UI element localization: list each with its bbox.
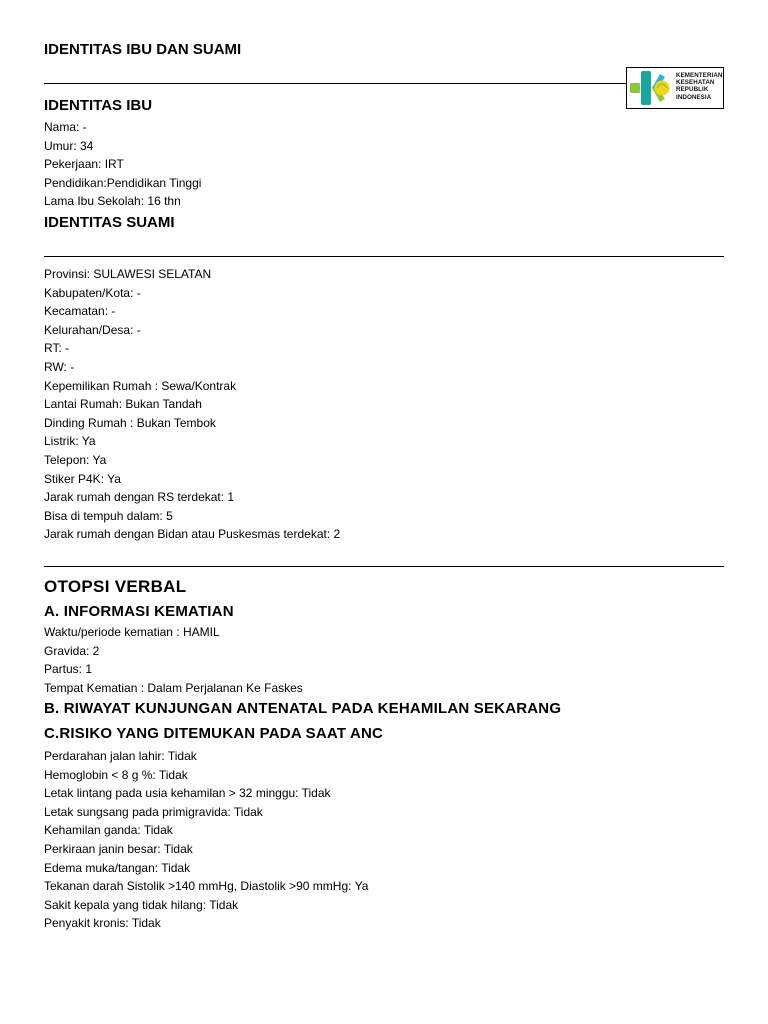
field-kepemilikan-rumah: Kepemilikan Rumah : Sewa/Kontrak [44,378,237,393]
field-telepon: Telepon: Ya [44,452,107,467]
section-heading-identitas-suami: IDENTITAS SUAMI [44,214,175,231]
field-kelurahan: Kelurahan/Desa: - [44,322,141,337]
alamat-list [44,265,340,544]
field-waktu-tempuh: Bisa di tempuh dalam: 5 [44,508,173,523]
field-rt: RT: - [44,341,70,356]
field-hemoglobin: Hemoglobin < 8 g %: Tidak [44,767,188,782]
field-tempat-kematian: Tempat Kematian : Dalam Perjalanan Ke Faskes [44,680,303,695]
section-heading-otopsi-verbal: OTOPSI VERBAL [44,577,187,596]
divider-line [44,83,626,84]
field-rw: RW: - [44,359,75,374]
field-edema: Edema muka/tangan: Tidak [44,860,191,875]
informasi-kematian-list [44,623,303,697]
field-janin-besar: Perkiraan janin besar: Tidak [44,841,193,856]
field-lantai-rumah: Lantai Rumah: Bukan Tandah [44,397,202,412]
field-jarak-bidan: Jarak rumah dengan Bidan atau Puskesmas terdekat: 2 [44,527,341,542]
field-pekerjaan: Pekerjaan: IRT [44,157,124,172]
field-kabupaten: Kabupaten/Kota: - [44,285,141,300]
field-partus: Partus: 1 [44,662,93,677]
section-heading-risiko-anc: C.RISIKO YANG DITEMUKAN PADA SAAT ANC [44,725,384,742]
divider-line [44,256,724,257]
risiko-anc-list [44,747,368,933]
page-title: IDENTITAS IBU DAN SUAMI [44,41,242,58]
kemenkes-logo-text [676,72,722,101]
logo-line: INDONESIA [676,93,712,101]
field-sakit-kepala: Sakit kepala yang tidak hilang: Tidak [44,897,239,912]
field-nama: Nama: - [44,120,87,134]
field-dinding-rumah: Dinding Rumah : Bukan Tembok [44,415,216,430]
field-perdarahan: Perdarahan jalan lahir: Tidak [44,749,197,763]
field-pendidikan: Pendidikan:Pendidikan Tinggi [44,175,202,190]
logo-line: REPUBLIK [676,86,709,94]
divider-line [44,566,724,567]
field-lama-sekolah: Lama Ibu Sekolah: 16 thn [44,194,181,209]
section-heading-informasi-kematian: A. INFORMASI KEMATIAN [44,603,234,620]
field-waktu-kematian: Waktu/periode kematian : HAMIL [44,625,220,639]
field-provinsi: Provinsi: SULAWESI SELATAN [44,267,212,281]
field-letak-lintang: Letak lintang pada usia kehamilan > 32 minggu: Tidak [44,786,331,801]
kemenkes-logo-icon [629,70,673,106]
field-letak-sungsang: Letak sungsang pada primigravida: Tidak [44,804,263,819]
section-heading-identitas-ibu: IDENTITAS IBU [44,97,153,114]
logo-line: KESEHATAN [676,79,715,87]
field-kecamatan: Kecamatan: - [44,304,116,319]
field-stiker-p4k: Stiker P4K: Ya [44,471,121,486]
identitas-ibu-list [44,118,201,211]
field-umur: Umur: 34 [44,138,94,153]
field-tekanan-darah: Tekanan darah Sistolik >140 mmHg, Diastolik >90 mmHg: Ya [44,879,369,894]
field-kehamilan-ganda: Kehamilan ganda: Tidak [44,823,173,838]
kemenkes-logo [626,67,724,109]
field-gravida: Gravida: 2 [44,643,100,658]
field-listrik: Listrik: Ya [44,434,96,449]
field-jarak-rs: Jarak rumah dengan RS terdekat: 1 [44,490,235,505]
section-heading-riwayat-kunjungan: B. RIWAYAT KUNJUNGAN ANTENATAL PADA KEHAMILAN SEKARANG [44,700,562,717]
field-penyakit-kronis: Penyakit kronis: Tidak [44,916,161,931]
logo-line: KEMENTERIAN [676,72,723,79]
